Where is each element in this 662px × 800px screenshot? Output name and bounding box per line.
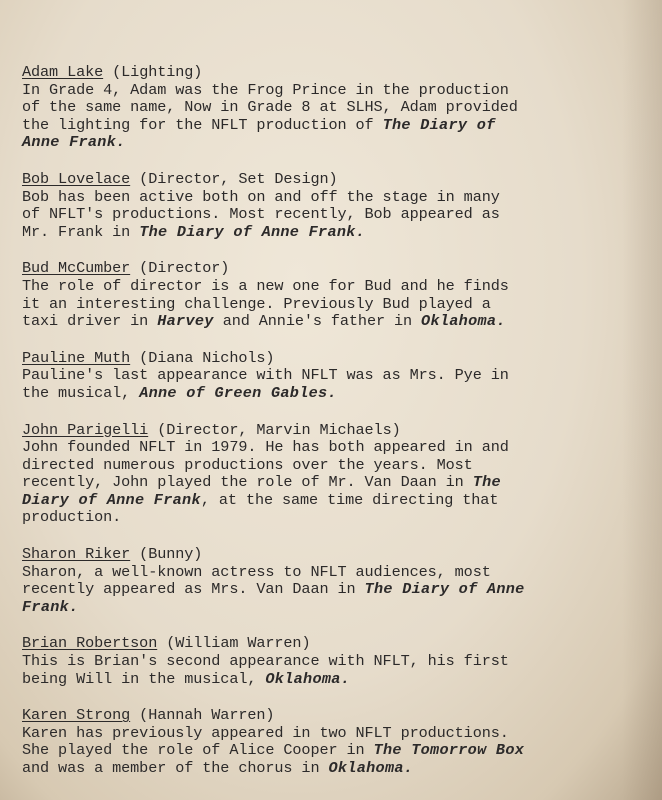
cast-name: Bud McCumber xyxy=(22,259,131,278)
bio-text-line xyxy=(22,313,654,331)
cast-bio xyxy=(22,64,654,152)
production-title: Harvey xyxy=(157,312,214,331)
bio-text-line xyxy=(22,206,654,224)
bio-heading xyxy=(22,546,654,564)
bio-text-line xyxy=(22,760,654,778)
cast-role: (Director, Set Design) xyxy=(130,169,338,188)
bio-text-line xyxy=(22,653,654,671)
bio-text-line xyxy=(22,439,654,457)
bio-text-line xyxy=(22,224,654,242)
cast-name: Pauline Muth xyxy=(22,348,131,367)
bio-text-line xyxy=(22,581,654,599)
production-title: Anne Frank. xyxy=(22,133,126,152)
production-title: Oklahoma. xyxy=(265,669,351,688)
cast-role: (Diana Nichols) xyxy=(130,348,275,367)
cast-name: Adam Lake xyxy=(22,63,104,81)
bio-text-line xyxy=(22,599,654,617)
production-title: The Tomorrow Box xyxy=(373,741,525,760)
cast-bio xyxy=(22,171,654,241)
bio-text: directed numerous productions over the years. Most xyxy=(22,455,473,474)
bio-text: Mr. Frank in xyxy=(22,222,140,241)
bio-text-line xyxy=(22,742,654,760)
production-title: Frank. xyxy=(22,597,79,616)
production-title: Oklahoma. xyxy=(328,759,414,777)
production-title: Anne of Green Gables. xyxy=(139,383,337,402)
bio-text: recently appeared as Mrs. Van Daan in xyxy=(22,580,365,599)
bio-text: She played the role of Alice Cooper in xyxy=(22,741,374,760)
cast-bio xyxy=(22,350,654,403)
production-title: Oklahoma. xyxy=(421,312,506,331)
bio-text-line xyxy=(22,509,654,527)
bio-text-line xyxy=(22,117,654,135)
bio-heading xyxy=(22,260,654,278)
bio-text-line xyxy=(22,474,654,492)
bio-heading xyxy=(22,171,654,189)
production-title: The Diary of Anne xyxy=(364,580,525,599)
cast-bio xyxy=(22,546,654,616)
production-title: The Diary of xyxy=(382,115,496,134)
production-title: The xyxy=(472,473,501,492)
bio-heading xyxy=(22,422,654,440)
bio-text-line xyxy=(22,492,654,510)
bio-text: and was a member of the chorus in xyxy=(22,759,329,777)
bio-text-line xyxy=(22,671,654,689)
bio-text: Pauline's last appearance with NFLT was as Mrs. Pye in xyxy=(22,366,509,385)
bio-text: , at the same time directing that xyxy=(200,490,499,509)
cast-role: (Director, Marvin Michaels) xyxy=(148,420,401,439)
bio-text: the lighting for the NFLT production of xyxy=(22,115,383,134)
bio-text-line xyxy=(22,278,654,296)
production-title: The Diary of Anne Frank. xyxy=(139,222,366,241)
bio-text: John founded NFLT in 1979. He has both appeared in and xyxy=(22,438,509,457)
bio-text: it an interesting challenge. Previously Bud played a xyxy=(22,294,491,313)
cast-name: Sharon Riker xyxy=(22,545,131,564)
program-bios-page xyxy=(22,64,654,797)
bio-text-line xyxy=(22,385,654,403)
cast-bio xyxy=(22,260,654,330)
bio-text: recently, John played the role of Mr. Van Daan in xyxy=(22,473,473,492)
cast-role: (Bunny) xyxy=(130,545,203,564)
bio-text-line xyxy=(22,725,654,743)
bio-text-line xyxy=(22,296,654,314)
bio-text: The role of director is a new one for Bud and he finds xyxy=(22,276,509,295)
bio-text-line xyxy=(22,99,654,117)
cast-name: Bob Lovelace xyxy=(22,169,131,188)
cast-name: John Parigelli xyxy=(22,420,149,439)
bio-text-line xyxy=(22,367,654,385)
bio-text: of the same name, Now in Grade 8 at SLHS, Adam provided xyxy=(22,98,518,117)
cast-role: (Hannah Warren) xyxy=(130,706,275,725)
bio-text: production. xyxy=(22,508,122,527)
bio-text: and Annie's father in xyxy=(213,312,422,331)
bio-text: This is Brian's second appearance with NFLT, his first xyxy=(22,652,509,671)
bio-text: In Grade 4, Adam was the Frog Prince in the production xyxy=(22,80,509,99)
bio-heading xyxy=(22,64,654,82)
bio-text: being Will in the musical, xyxy=(22,669,266,688)
bio-heading xyxy=(22,350,654,368)
cast-bio xyxy=(22,422,654,528)
bio-heading xyxy=(22,635,654,653)
cast-bio xyxy=(22,635,654,688)
bio-text-line xyxy=(22,82,654,100)
bio-text-line xyxy=(22,457,654,475)
cast-name: Karen Strong xyxy=(22,706,131,725)
cast-role: (Lighting) xyxy=(103,63,203,81)
bio-text: Karen has previously appeared in two NFLT productions. xyxy=(22,723,509,742)
bio-text-line xyxy=(22,134,654,152)
production-title: Diary of Anne Frank xyxy=(22,490,201,509)
bio-text: Sharon, a well-known actress to NFLT audiences, most xyxy=(22,562,491,581)
cast-role: (William Warren) xyxy=(157,634,311,653)
cast-bio xyxy=(22,707,654,777)
bio-text-line xyxy=(22,189,654,207)
cast-name: Brian Robertson xyxy=(22,634,158,653)
bio-heading xyxy=(22,707,654,725)
bio-text: Bob has been active both on and off the stage in many xyxy=(22,187,500,206)
bio-text: taxi driver in xyxy=(22,312,158,331)
cast-role: (Director) xyxy=(130,259,230,278)
bio-text: of NFLT's productions. Most recently, Bob appeared as xyxy=(22,205,500,224)
bio-text-line xyxy=(22,564,654,582)
bio-text: the musical, xyxy=(22,383,140,402)
